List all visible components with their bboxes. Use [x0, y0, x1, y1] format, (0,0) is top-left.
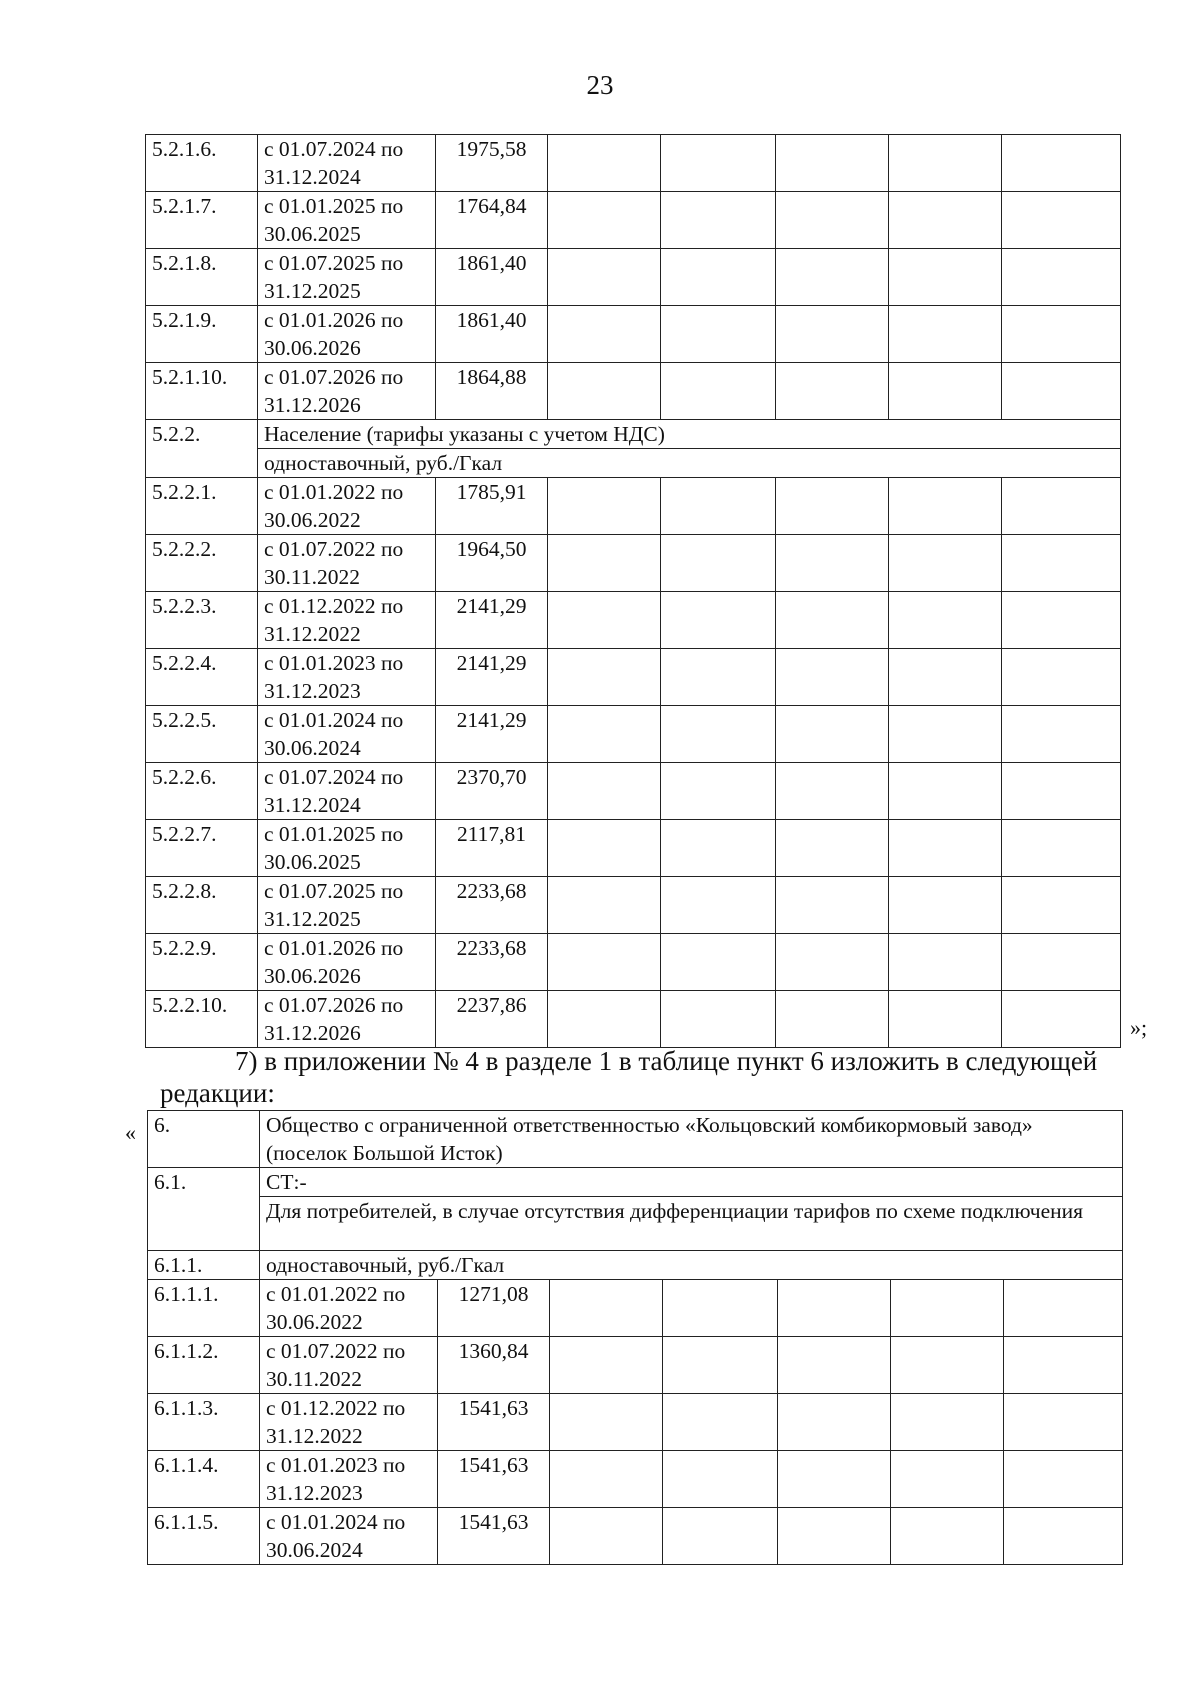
table-row [146, 763, 1121, 820]
empty-cell [550, 1280, 663, 1337]
empty-cell [661, 535, 776, 592]
row-period [258, 478, 436, 535]
empty-cell [776, 249, 889, 306]
table-row [148, 1451, 1123, 1508]
period-end: 30.06.2022 [264, 508, 361, 532]
period-end: 31.12.2026 [264, 1021, 361, 1045]
empty-cell [776, 135, 889, 192]
period-start: с 01.01.2026 по [264, 308, 404, 332]
row-value: 2233,68 [436, 877, 548, 934]
amendment-paragraph: 7) в приложении № 4 в разделе 1 в таблице пункт 6 изложить в следующей редакции: [160, 1046, 1098, 1108]
row-period [258, 820, 436, 877]
table-row [148, 1280, 1123, 1337]
empty-cell [1004, 1337, 1123, 1394]
subsection-desc-row [148, 1197, 1123, 1251]
empty-cell [889, 991, 1002, 1048]
empty-cell [548, 192, 661, 249]
period-end: 30.06.2024 [264, 736, 361, 760]
row-period [260, 1280, 438, 1337]
subsection-row [148, 1168, 1123, 1197]
empty-cell [776, 934, 889, 991]
empty-cell [889, 249, 1002, 306]
period-start: с 01.07.2026 по [264, 993, 404, 1017]
period-start: с 01.12.2022 по [264, 594, 404, 618]
row-value: 2141,29 [436, 649, 548, 706]
empty-cell [661, 306, 776, 363]
row-number: 6.1.1.2. [148, 1337, 260, 1394]
row-period [258, 763, 436, 820]
row-period [258, 877, 436, 934]
table-row [146, 478, 1121, 535]
table-row [146, 135, 1121, 192]
period-start: с 01.01.2025 по [264, 194, 404, 218]
empty-cell [661, 192, 776, 249]
empty-cell [1002, 706, 1121, 763]
empty-cell [663, 1394, 778, 1451]
period-start: с 01.07.2026 по [264, 365, 404, 389]
org-number: 6. [148, 1111, 260, 1168]
empty-cell [548, 763, 661, 820]
empty-cell [661, 706, 776, 763]
row-value: 1785,91 [436, 478, 548, 535]
period-end: 30.06.2026 [264, 336, 361, 360]
empty-cell [1002, 478, 1121, 535]
empty-cell [548, 649, 661, 706]
empty-cell [663, 1451, 778, 1508]
table-row [146, 535, 1121, 592]
empty-cell [661, 592, 776, 649]
empty-cell [889, 877, 1002, 934]
row-number: 5.2.2.6. [146, 763, 258, 820]
empty-cell [776, 363, 889, 420]
row-number: 6.1.1.3. [148, 1394, 260, 1451]
row-value: 2370,70 [436, 763, 548, 820]
row-value: 1541,63 [438, 1508, 550, 1565]
table-row [146, 706, 1121, 763]
period-end: 31.12.2026 [264, 393, 361, 417]
empty-cell [548, 135, 661, 192]
tariff-table-bottom [147, 1110, 1123, 1565]
row-number: 6.1.1.1. [148, 1280, 260, 1337]
empty-cell [548, 535, 661, 592]
period-start: с 01.01.2023 по [264, 651, 404, 675]
period-end: 30.06.2026 [264, 964, 361, 988]
row-value: 1964,50 [436, 535, 548, 592]
empty-cell [661, 820, 776, 877]
row-value: 2233,68 [436, 934, 548, 991]
empty-cell [889, 306, 1002, 363]
period-start: с 01.12.2022 по [266, 1396, 406, 1420]
empty-cell [1002, 649, 1121, 706]
rate-type-title: одноставочный, руб./Гкал [260, 1251, 1123, 1280]
table-row [146, 820, 1121, 877]
empty-cell [1002, 363, 1121, 420]
org-title: Общество с ограниченной ответственностью «Кольцовский комбикормовый завод» (поселок Большой Исток) [260, 1111, 1123, 1168]
table-row [148, 1508, 1123, 1565]
period-start: с 01.01.2024 по [264, 708, 404, 732]
table-row [146, 991, 1121, 1048]
empty-cell [548, 363, 661, 420]
row-value: 2117,81 [436, 820, 548, 877]
empty-cell [891, 1280, 1004, 1337]
row-number: 6.1.1.4. [148, 1451, 260, 1508]
rate-type-number: 6.1.1. [148, 1251, 260, 1280]
row-number: 5.2.1.6. [146, 135, 258, 192]
section-row [146, 420, 1121, 449]
empty-cell [776, 478, 889, 535]
row-value: 2141,29 [436, 592, 548, 649]
empty-cell [548, 820, 661, 877]
empty-cell [889, 820, 1002, 877]
empty-cell [778, 1394, 891, 1451]
row-period [258, 706, 436, 763]
empty-cell [548, 877, 661, 934]
empty-cell [1002, 820, 1121, 877]
row-number: 5.2.2.5. [146, 706, 258, 763]
period-end: 30.11.2022 [266, 1367, 362, 1391]
section-subtitle: одноставочный, руб./Гкал [258, 449, 1121, 478]
period-start: с 01.01.2025 по [264, 822, 404, 846]
table-row [146, 649, 1121, 706]
table-row [148, 1337, 1123, 1394]
row-value: 1271,08 [438, 1280, 550, 1337]
empty-cell [889, 478, 1002, 535]
empty-cell [550, 1508, 663, 1565]
empty-cell [776, 763, 889, 820]
period-end: 31.12.2023 [266, 1481, 363, 1505]
table-row [146, 934, 1121, 991]
empty-cell [1002, 306, 1121, 363]
empty-cell [778, 1508, 891, 1565]
period-start: с 01.07.2024 по [264, 765, 404, 789]
period-end: 30.06.2022 [266, 1310, 363, 1334]
row-number: 5.2.2.2. [146, 535, 258, 592]
section-title: Население (тарифы указаны с учетом НДС) [258, 420, 1121, 449]
table-row [146, 877, 1121, 934]
empty-cell [1002, 991, 1121, 1048]
row-value: 2141,29 [436, 706, 548, 763]
tariff-table-top [145, 134, 1121, 1048]
period-start: с 01.01.2024 по [266, 1510, 406, 1534]
empty-cell [776, 306, 889, 363]
period-end: 31.12.2025 [264, 907, 361, 931]
row-value: 1360,84 [438, 1337, 550, 1394]
row-period [260, 1337, 438, 1394]
empty-cell [891, 1451, 1004, 1508]
row-period [258, 991, 436, 1048]
period-end: 30.06.2025 [264, 850, 361, 874]
table-row [146, 192, 1121, 249]
table-row [146, 363, 1121, 420]
empty-cell [891, 1508, 1004, 1565]
empty-cell [548, 706, 661, 763]
empty-cell [776, 706, 889, 763]
table-row [146, 249, 1121, 306]
table-row [146, 592, 1121, 649]
empty-cell [1002, 592, 1121, 649]
empty-cell [889, 763, 1002, 820]
row-value: 1975,58 [436, 135, 548, 192]
row-period [258, 649, 436, 706]
empty-cell [550, 1451, 663, 1508]
empty-cell [889, 592, 1002, 649]
rate-type-row [148, 1251, 1123, 1280]
period-start: с 01.07.2024 по [264, 137, 404, 161]
empty-cell [1004, 1451, 1123, 1508]
empty-cell [663, 1508, 778, 1565]
empty-cell [661, 363, 776, 420]
empty-cell [661, 135, 776, 192]
empty-cell [1004, 1394, 1123, 1451]
row-number: 6.1.1.5. [148, 1508, 260, 1565]
empty-cell [776, 877, 889, 934]
row-number: 5.2.2.9. [146, 934, 258, 991]
row-value: 1861,40 [436, 306, 548, 363]
empty-cell [548, 934, 661, 991]
period-end: 31.12.2022 [266, 1424, 363, 1448]
row-period [258, 192, 436, 249]
closing-quote: »; [1130, 1015, 1148, 1040]
row-number: 5.2.2.7. [146, 820, 258, 877]
row-period [258, 306, 436, 363]
row-number: 5.2.2.8. [146, 877, 258, 934]
period-start: с 01.07.2025 по [264, 251, 404, 275]
empty-cell [776, 991, 889, 1048]
opening-quote: « [125, 1120, 136, 1145]
row-number: 5.2.1.8. [146, 249, 258, 306]
empty-cell [889, 706, 1002, 763]
row-period [260, 1394, 438, 1451]
row-number: 5.2.2.4. [146, 649, 258, 706]
empty-cell [889, 649, 1002, 706]
empty-cell [1004, 1508, 1123, 1565]
empty-cell [889, 135, 1002, 192]
row-number: 5.2.1.9. [146, 306, 258, 363]
empty-cell [548, 249, 661, 306]
table-row [148, 1394, 1123, 1451]
row-number: 5.2.1.7. [146, 192, 258, 249]
empty-cell [891, 1337, 1004, 1394]
period-start: с 01.01.2023 по [266, 1453, 406, 1477]
empty-cell [663, 1280, 778, 1337]
subsection-number: 6.1. [148, 1168, 260, 1251]
period-start: с 01.01.2022 по [266, 1282, 406, 1306]
row-number: 5.2.2.3. [146, 592, 258, 649]
empty-cell [548, 592, 661, 649]
empty-cell [776, 649, 889, 706]
empty-cell [776, 535, 889, 592]
row-period [258, 135, 436, 192]
empty-cell [550, 1337, 663, 1394]
empty-cell [661, 249, 776, 306]
period-end: 31.12.2023 [264, 679, 361, 703]
empty-cell [661, 991, 776, 1048]
empty-cell [1004, 1280, 1123, 1337]
period-end: 31.12.2024 [264, 165, 361, 189]
row-value: 1541,63 [438, 1394, 550, 1451]
row-number: 5.2.2.1. [146, 478, 258, 535]
empty-cell [778, 1337, 891, 1394]
empty-cell [1002, 763, 1121, 820]
period-start: с 01.07.2025 по [264, 879, 404, 903]
empty-cell [661, 877, 776, 934]
period-end: 30.06.2024 [266, 1538, 363, 1562]
row-value: 2237,86 [436, 991, 548, 1048]
empty-cell [1002, 249, 1121, 306]
empty-cell [1002, 535, 1121, 592]
row-period [260, 1508, 438, 1565]
row-value: 1864,88 [436, 363, 548, 420]
empty-cell [889, 535, 1002, 592]
empty-cell [550, 1394, 663, 1451]
row-period [258, 592, 436, 649]
period-end: 31.12.2025 [264, 279, 361, 303]
empty-cell [778, 1280, 891, 1337]
empty-cell [1002, 934, 1121, 991]
empty-cell [891, 1394, 1004, 1451]
period-end: 30.11.2022 [264, 565, 360, 589]
empty-cell [776, 192, 889, 249]
row-period [258, 934, 436, 991]
period-end: 30.06.2025 [264, 222, 361, 246]
row-number: 5.2.2.10. [146, 991, 258, 1048]
section-number: 5.2.2. [146, 420, 258, 478]
empty-cell [661, 649, 776, 706]
org-row [148, 1111, 1123, 1168]
period-start: с 01.01.2026 по [264, 936, 404, 960]
empty-cell [889, 363, 1002, 420]
period-end: 31.12.2024 [264, 793, 361, 817]
empty-cell [661, 763, 776, 820]
empty-cell [548, 991, 661, 1048]
empty-cell [1002, 192, 1121, 249]
subsection-line1: СТ:- [260, 1168, 1123, 1197]
empty-cell [1002, 877, 1121, 934]
period-start: с 01.07.2022 по [266, 1339, 406, 1363]
period-start: с 01.01.2022 по [264, 480, 404, 504]
row-period [258, 249, 436, 306]
row-value: 1861,40 [436, 249, 548, 306]
table-row [146, 306, 1121, 363]
row-period [258, 535, 436, 592]
empty-cell [778, 1451, 891, 1508]
empty-cell [776, 592, 889, 649]
empty-cell [548, 478, 661, 535]
row-value: 1541,63 [438, 1451, 550, 1508]
subsection-line2: Для потребителей, в случае отсутствия дифференциации тарифов по схеме подключения [260, 1197, 1123, 1251]
row-value: 1764,84 [436, 192, 548, 249]
row-period [258, 363, 436, 420]
empty-cell [661, 934, 776, 991]
page-number: 23 [586, 70, 614, 100]
period-start: с 01.07.2022 по [264, 537, 404, 561]
period-end: 31.12.2022 [264, 622, 361, 646]
empty-cell [548, 306, 661, 363]
empty-cell [1002, 135, 1121, 192]
empty-cell [663, 1337, 778, 1394]
row-period [260, 1451, 438, 1508]
empty-cell [661, 478, 776, 535]
section-subtitle-row [146, 449, 1121, 478]
empty-cell [889, 934, 1002, 991]
empty-cell [776, 820, 889, 877]
empty-cell [889, 192, 1002, 249]
row-number: 5.2.1.10. [146, 363, 258, 420]
